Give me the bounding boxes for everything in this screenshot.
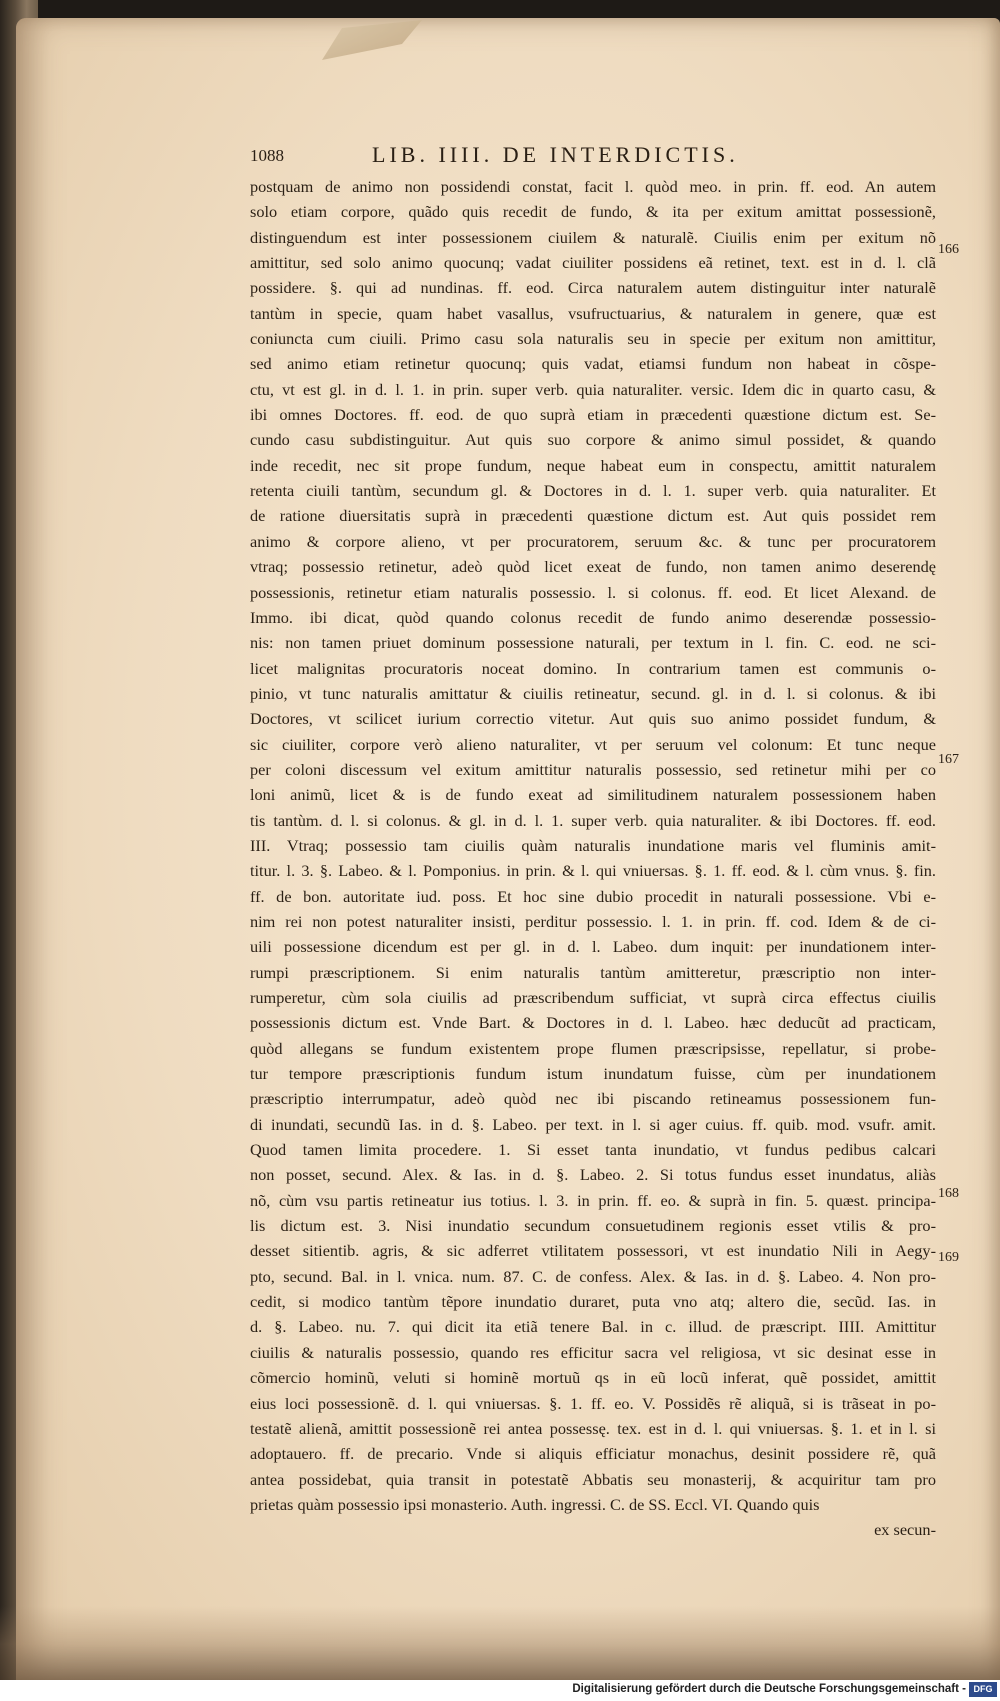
text-line: possessionis dictum est. Vnde Bart. & Doctores in d. l. Labeo. hæc deducũt ad practicam, xyxy=(250,1013,936,1033)
text-line: præscriptio interrumpatur, adeò quòd nec ibi piscando retineamus possessionem fun- xyxy=(250,1089,936,1109)
text-line: prietas quàm possessio ipsi monasterio. Auth. ingressi. C. de SS. Eccl. VI. Quando quis xyxy=(250,1494,820,1514)
page-header xyxy=(250,142,860,172)
text-line: Quod tamen limita procedere. 1. Si esset tanta inundatio, vt fundus pedibus calcari xyxy=(250,1140,936,1160)
text-line: di inundati, secundũ Ias. in d. §. Labeo. per text. in l. si ager cuius. ff. quib. mod. vsufr. amit. xyxy=(250,1114,936,1134)
page-number: 1088 xyxy=(250,146,284,165)
body-text xyxy=(250,174,936,1543)
text-line: coniuncta cum ciuili. Primo casu sola naturalis seu in specie per exitum non amittitur, xyxy=(250,329,936,349)
text-line: ex secun- xyxy=(874,1520,936,1540)
text-line: tantùm in specie, quam habet vasallus, vsufructuarius, & naturalem in genere, quæ est xyxy=(250,303,936,323)
text-line: Immo. ibi dicat, quòd quando colonus recedit de fundo animo deserendæ possessio- xyxy=(250,607,936,627)
text-line: ciuilis & naturalis possessio, quando res efficitur sacra vel religiosa, vt sic desinat esse in xyxy=(250,1342,936,1362)
text-line: per coloni discessum vel exitum amittitur naturalis possessio, sed retinetur mihi per co xyxy=(250,759,936,779)
text-line: eius loci possessionẽ. d. l. qui vniuersas. §. 1. ff. eo. V. Possidẽs rẽ aliquã, si is trãseat in po- xyxy=(250,1393,936,1413)
text-line: ff. de bon. autoritate iud. poss. Et hoc sine dubio procedit in naturali possessione. Vbi e- xyxy=(250,886,936,906)
text-line: solo etiam corpore, quãdo quis recedit de fundo, & ita per exitum amittat possessionẽ, xyxy=(250,202,936,222)
footer-credit: Digitalisierung gefördert durch die Deutsche Forschungsgemeinschaft - xyxy=(572,1683,966,1695)
marginal-number: 167 xyxy=(938,752,959,767)
text-line: postquam de animo non possidendi constat, facit l. quòd meo. in prin. ff. eod. An autem xyxy=(250,177,936,196)
marginal-number: 166 xyxy=(938,242,959,257)
text-line: possidere. §. qui ad nundinas. ff. eod. Circa naturalem autem distinguitur inter naturalẽ xyxy=(250,278,936,298)
text-line: ctu, vt est gl. in d. l. 1. in prin. super verb. quia naturaliter. versic. Idem dic in quarto casu, & xyxy=(250,379,936,399)
text-line: Doctores, vt scilicet iurium correctio vitetur. Aut quis suo animo possidet fundum, & xyxy=(250,709,936,729)
text-line: sic ciuiliter, corpore verò alieno naturaliter, vt per seruum vel colonum: Et tunc neque xyxy=(250,734,936,754)
text-line: loni animũ, licet & is de fundo exeat ad similitudinem naturalem possessionem haben xyxy=(250,785,936,805)
text-line: cõmercio hominũ, veluti si hominẽ mortuũ qs in eũ locũ inferat, quẽ possidet, amittit xyxy=(250,1368,936,1388)
text-line: adoptauero. ff. de precario. Vnde si aliquis efficiatur monachus, desinit possidere rẽ, quã xyxy=(250,1444,936,1464)
marginal-number: 168 xyxy=(938,1186,959,1201)
page-bottom-edge xyxy=(0,1606,1000,1682)
text-line: distinguendum est inter possessionem ciuilem & naturalẽ. Ciuilis enim per exitum nõ xyxy=(250,227,936,247)
text-line: ibi omnes Doctores. ff. eod. de quo suprà etiam in præcedenti quæstione dictum est. Se- xyxy=(250,405,936,425)
text-line: rumperetur, cùm sola ciuilis ad præscribendum sufficiat, vt suprà circa effectus ciuilis xyxy=(250,988,936,1007)
text-line: vtraq; possessio retinetur, adeò quòd licet exeat de fundo, non tamen animo deserendę xyxy=(250,557,936,577)
text-line: antea possidebat, quia transit in potestatẽ Abbatis seu monasterij, & acquiritur tam pro xyxy=(250,1469,936,1489)
text-line: nõ, cùm vsu partis retineatur ius totius. l. 3. in prin. ff. eo. & suprà in fin. 5. quæst. principa- xyxy=(250,1190,936,1210)
text-line: animo & corpore alieno, vt per procuratorem, seruum &c. & tunc per procuratorem xyxy=(250,531,936,551)
text-line: licet malignitas procuratoris noceat domino. In contrarium tamen est communis o- xyxy=(250,658,936,678)
running-head: LIB. IIII. DE INTERDICTIS. xyxy=(372,142,739,167)
text-line: desset sitientib. agris, & sic adferret vtilitatem possessori, vt est inundatio Nili in Aegy- xyxy=(250,1241,936,1261)
text-line: retenta ciuili tantùm, secundum gl. & Doctores in d. l. 1. super verb. quia naturaliter. Et xyxy=(250,481,936,501)
text-line: pto, secund. Bal. in l. vnica. num. 87. C. de confess. Alex. & Ias. in d. §. Labeo. 4. Non pro- xyxy=(250,1266,936,1286)
text-line: d. §. Labeo. nu. 7. qui dicit ita etiã tenere Bal. in c. illud. de præscript. IIII. Amittitur xyxy=(250,1317,936,1337)
text-line: cundo casu subdistinguitur. Aut quis suo corpore & animo simul possidet, & quando xyxy=(250,430,936,450)
text-line: de ratione diuersitatis suprà in præcedenti quæstione dictum est. Aut quis possidet rem xyxy=(250,506,936,526)
text-line: titur. l. 3. §. Labeo. & l. Pomponius. in prin. & l. qui vniuersas. §. 1. ff. eod. & l. cùm vnus. §. fin. xyxy=(250,861,936,881)
text-line: sed animo etiam retinetur quocunq; quis vadat, etiamsi fundum non habeat in cõspe- xyxy=(250,354,936,374)
text-line: rumpi præscriptionem. Si enim naturalis tantùm amitteretur, præscriptio non inter- xyxy=(250,962,936,982)
text-line: amittitur, sed solo animo quocunq; vadat ciuiliter possidens eã retinet, text. est in d. l. clã xyxy=(250,253,936,273)
text-line: lis dictum est. 3. Nisi inundatio secundum consuetudinem regionis esset vtilis & pro- xyxy=(250,1216,936,1236)
text-line: nim rei non potest naturaliter insisti, perditur possessio. l. 1. in prin. ff. cod. Idem & de ci- xyxy=(250,911,936,931)
text-line: non posset, secund. Alex. & Ias. in d. §. Labeo. 2. Si totus fundus esset inundatus, aliàs xyxy=(250,1165,936,1185)
dfg-logo: DFG xyxy=(969,1682,997,1697)
text-line: nis: non tamen priuet dominum possessione naturali, per textum in l. fin. C. eod. ne sci- xyxy=(250,633,936,653)
text-line: uili possessione dicendum est per gl. in d. l. Labeo. dum inquit: per inundationem inter- xyxy=(250,937,936,957)
text-line: tur tempore præscriptionis fundum istum inundatum fuisse, cùm per inundationem xyxy=(250,1064,936,1084)
text-line: testatẽ alienã, amittit possessionẽ rei antea possessę. tex. est in d. l. qui vniuersas. §. 1. et in l. si xyxy=(250,1418,936,1438)
footer-bar xyxy=(0,1680,1000,1701)
marginal-number: 169 xyxy=(938,1250,959,1265)
text-line: quòd allegans se fundum existentem prope flumen præscripsisse, repellatur, si probe- xyxy=(250,1038,936,1058)
text-line: possessionis, retinetur etiam naturalis possessio. l. si colonus. ff. eod. Et licet Alexand. de xyxy=(250,582,936,602)
text-line: cedit, si modico tantùm tẽpore inundatio duraret, puta vno atq; altero die, secũd. Ias. in xyxy=(250,1292,936,1312)
text-line: inde recedit, nec sit prope fundum, neque habeat eum in conspectu, amittit naturalem xyxy=(250,455,936,475)
text-line: III. Vtraq; possessio tam ciuilis quàm naturalis inundatione maris vel fluminis amit- xyxy=(250,835,936,855)
text-line: tis tantùm. d. l. si colonus. & gl. in d. l. 1. super verb. quia naturaliter. & ibi Doctores. ff. eod. xyxy=(250,810,936,830)
text-line: pinio, vt tunc naturalis amittatur & ciuilis retineatur, secund. gl. in d. l. si colonus. & ibi xyxy=(250,683,936,703)
